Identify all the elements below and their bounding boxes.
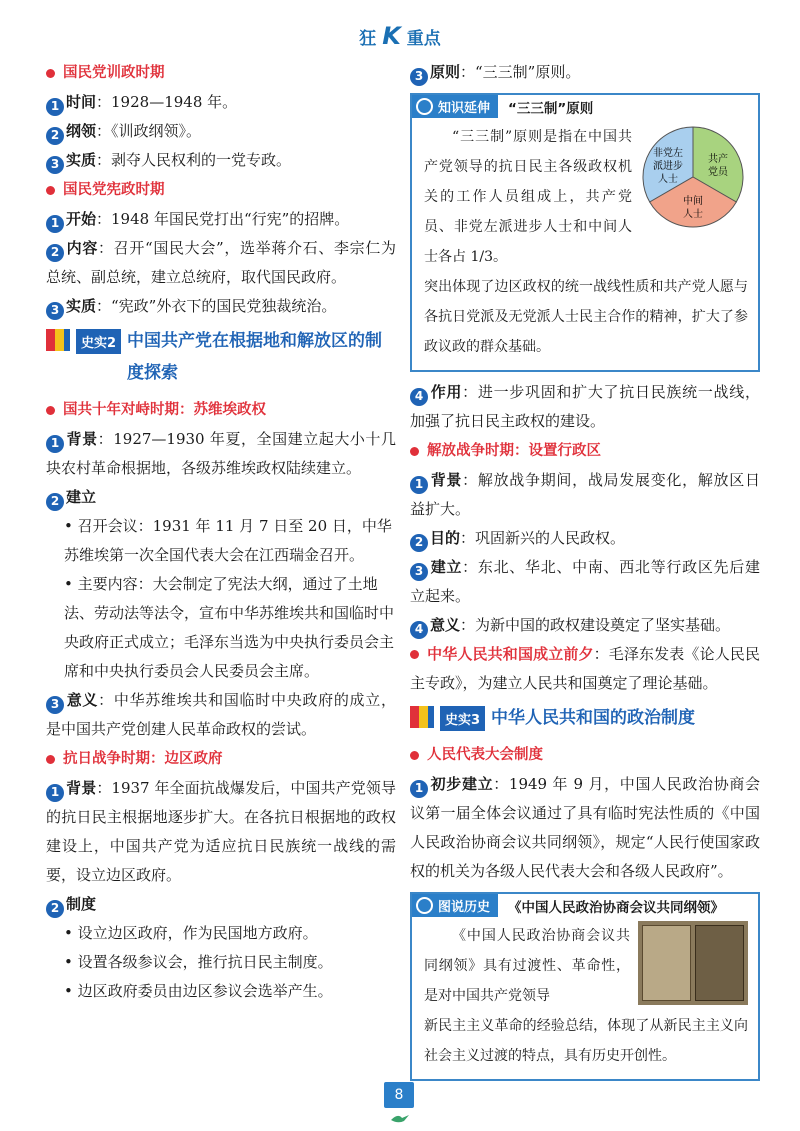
header-right: 重点 (406, 29, 441, 49)
box-text: “三三制”原则是指在中国共产党领导的抗日民主各级政权机关的工作人员组成上，共产党员、非党左派进步人士和中间人士各占 1/3。 (424, 129, 632, 265)
bullet-dot-icon (46, 186, 55, 195)
paragraph: 1 初步建立：1949 年 9 月，中国人民政治协商会议第一届全体会议通过了具有临时宪法性质的《中国人民政治协商会议共同纲领》，规定“人民行使国家政权的机关为各级人民代表大会和各级人民政府”。 (410, 775, 760, 880)
box-text: 突出体现了边区政权的统一战线性质和共产党人愿与各抗日党派及无党派人士民主合作的精神，扩大了参政议政的群众基础。 (424, 279, 748, 355)
number-badge: 3 (46, 696, 64, 714)
bullet-item: • 召开会议：1931 年 11 月 7 日至 20 日，中华苏维埃第一次全国代表大会在江西瑞金召开。 (64, 517, 392, 564)
section-heading-2 (46, 329, 396, 389)
paragraph: 1 背景：1927—1930 年夏，全国建立起大小十几块农村革命根据地，各级苏维埃政权陆续建立。 (46, 430, 396, 477)
paragraph: 1 背景：1937 年全面抗战爆发后，中国共产党领导的抗日民主根据地逐步扩大。在各抗日根据地的政权建设上，中国共产党为适应抗日民族统一战线的需要，设立边区政府。 (46, 779, 396, 884)
bullet-item: • 主要内容：大会制定了宪法大纲，通过了土地法、劳动法等法令，宣布中华苏维埃共和国临时中央政府正式成立；毛泽东当选为中央执行委员会主席和中央执行委员会人民委员会主席。 (64, 575, 395, 680)
pie-label-a: 非党左 (653, 148, 683, 159)
number-badge: 1 (46, 435, 64, 453)
bullet-dot-icon (46, 755, 55, 764)
pie-label-a2: 派进步 (653, 161, 683, 172)
number-badge: 3 (410, 563, 428, 581)
pie-label-a3: 人士 (658, 174, 678, 185)
pie-label-c: 中间 (683, 196, 703, 207)
bullet-item: • 边区政府委员由边区参议会选举产生。 (64, 982, 333, 1000)
pie-label-b2: 党员 (708, 167, 728, 178)
numbered-item: 2 纲领：《训政纲领》。 (46, 117, 396, 146)
subheading: 国共十年对峙时期：苏维埃政权 (46, 395, 396, 425)
box-text: 《中国人民政治协商会议共同纲领》具有过渡性、革命性，是对中国共产党领导 (424, 928, 630, 1004)
knowledge-box (410, 93, 760, 372)
pie-label-b: 共产 (708, 154, 728, 165)
box-tag: 图说历史 (412, 894, 498, 917)
book-icon (46, 329, 72, 351)
left-column (46, 58, 396, 1006)
number-badge: 1 (46, 215, 64, 233)
page-number: 8 (384, 1082, 414, 1108)
three-thirds-pie-chart (638, 122, 748, 232)
paragraph: 3 原则：“三三制”原则。 (410, 58, 760, 87)
number-badge: 3 (46, 156, 64, 174)
numbered-item: 2 内容：召开“国民大会”，选举蒋介石、李宗仁为总统、副总统，建立总统府，取代国民政府。 (46, 239, 396, 286)
number-badge: 2 (46, 127, 64, 145)
number-badge: 1 (46, 98, 64, 116)
paragraph: 2 制度 (46, 890, 396, 919)
numbered-item: 3 实质：剥夺人民权利的一党专政。 (46, 146, 396, 175)
bird-icon (390, 1112, 410, 1124)
book-icon (410, 706, 436, 728)
number-badge: 2 (46, 900, 64, 918)
subheading: 人民代表大会制度 (410, 740, 760, 770)
bullet-item: • 设置各级参议会，推行抗日民主制度。 (64, 953, 333, 971)
number-badge: 1 (410, 780, 428, 798)
box-title: 《中国人民政治协商会议共同纲领》 (508, 899, 725, 916)
numbered-item: 3 建立：东北、华北、中南、西北等行政区先后建立起来。 (410, 558, 760, 605)
clock-icon (416, 98, 433, 115)
subheading: 国民党训政时期 (46, 58, 396, 88)
box-title: “三三制”原则 (508, 100, 594, 117)
bullet-item: • 设立边区政府，作为民国地方政府。 (64, 924, 318, 942)
number-badge: 1 (410, 476, 428, 494)
box-text: 新民主主义革命的经验总结，体现了从新民主主义向社会主义过渡的特点，具有历史开创性。 (424, 1018, 748, 1064)
subheading: 国民党宪政时期 (46, 175, 396, 205)
section-heading-3 (410, 706, 760, 734)
section-tag: 史实2 (76, 329, 121, 354)
common-program-book-image (638, 921, 748, 1005)
right-column (410, 58, 760, 1087)
section-title: 中国共产党在根据地和解放区的制度探索 (127, 331, 383, 383)
number-badge: 2 (46, 493, 64, 511)
number-badge: 3 (410, 68, 428, 86)
numbered-item: 1 背景：解放战争期间，战局发展变化，解放区日益扩大。 (410, 471, 760, 518)
page-header (0, 22, 800, 50)
number-badge: 4 (410, 621, 428, 639)
number-badge: 2 (46, 244, 64, 262)
history-picture-box (410, 892, 760, 1081)
paragraph: 中华人民共和国成立前夕：毛泽东发表《论人民民主专政》，为建立人民共和国奠定了理论基础。 (410, 645, 760, 692)
number-badge: 2 (410, 534, 428, 552)
paragraph: 4 作用：进一步巩固和扩大了抗日民族统一战线，加强了抗日民主政权的建设。 (410, 383, 760, 430)
bullet-dot-icon (46, 406, 55, 415)
numbered-item: 2 目的：巩固新兴的人民政权。 (410, 524, 760, 553)
bullet-dot-icon (410, 650, 419, 659)
section-tag: 史实3 (440, 706, 485, 731)
number-badge: 4 (410, 388, 428, 406)
header-k-logo: K (382, 22, 401, 50)
bullet-dot-icon (410, 751, 419, 760)
bullet-dot-icon (46, 69, 55, 78)
numbered-item: 1 开始：1948 年国民党打出“行宪”的招牌。 (46, 205, 396, 234)
header-left: 狂 (359, 29, 377, 49)
number-badge: 1 (46, 784, 64, 802)
numbered-item: 1 时间：1928—1948 年。 (46, 88, 396, 117)
section-title: 中华人民共和国的政治制度 (491, 708, 696, 728)
subheading: 抗日战争时期：边区政府 (46, 744, 396, 774)
number-badge: 3 (46, 302, 64, 320)
bullet-dot-icon (410, 447, 419, 456)
numbered-item: 3 实质：“宪政”外衣下的国民党独裁统治。 (46, 292, 396, 321)
numbered-item: 4 意义：为新中国的政权建设奠定了坚实基础。 (410, 611, 760, 640)
box-tag: 知识延伸 (412, 95, 498, 118)
clock-icon (416, 897, 433, 914)
subheading: 解放战争时期：设置行政区 (410, 436, 760, 466)
paragraph: 3 意义：中华苏维埃共和国临时中央政府的成立，是中国共产党创建人民革命政权的尝试。 (46, 691, 396, 738)
paragraph: 2 建立 (46, 483, 396, 512)
pie-label-c2: 人士 (683, 209, 703, 220)
